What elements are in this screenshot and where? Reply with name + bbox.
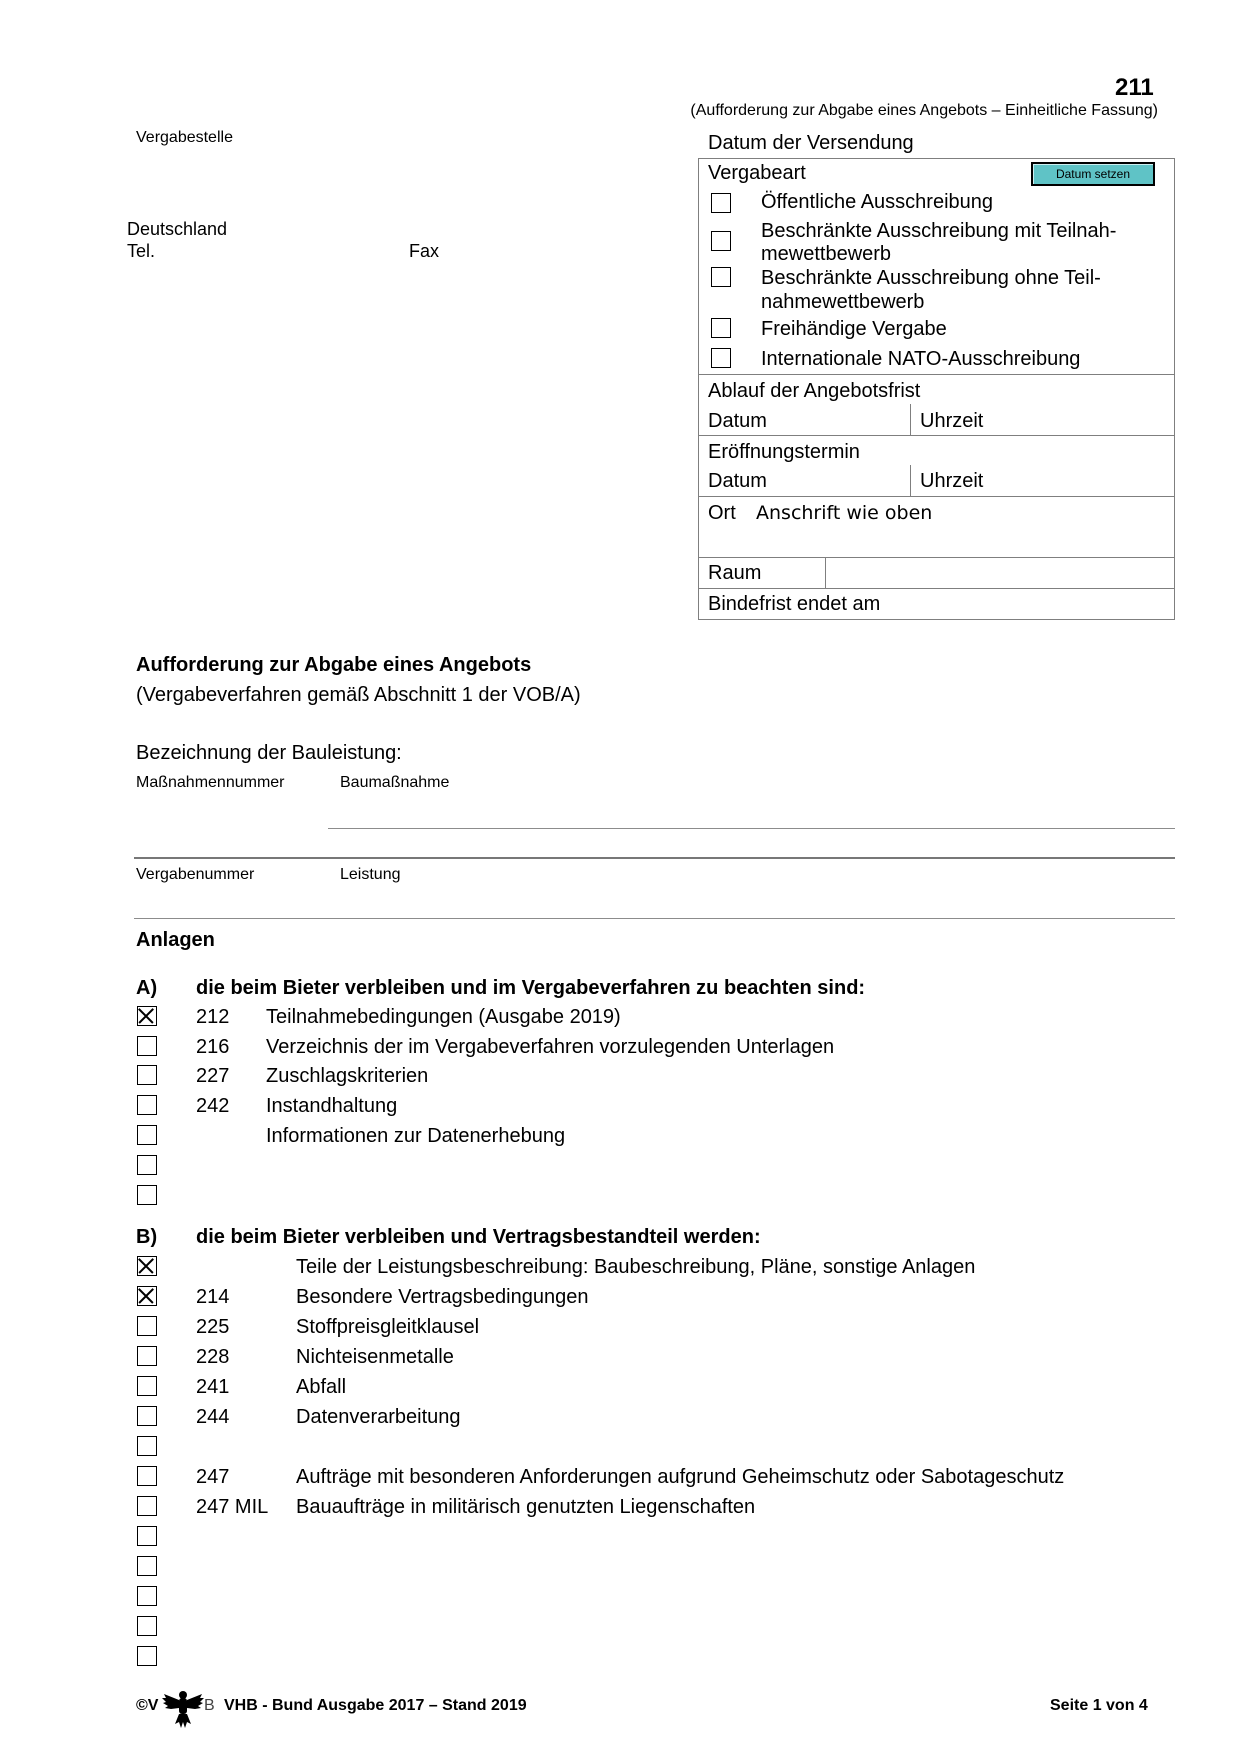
massnahmennummer-label: Maßnahmennummer [136, 774, 285, 791]
option-checkbox-beschraenkt-ohne[interactable] [711, 267, 731, 287]
datum-setzen-button[interactable]: Datum setzen [1031, 162, 1155, 186]
anlage-a-number: 216 [196, 1036, 230, 1058]
fax-label: Fax [409, 241, 440, 261]
anlage-a-checkbox[interactable] [137, 1006, 157, 1026]
anlage-a-text: Zuschlagskriterien [266, 1065, 429, 1087]
bezeichnung-label: Bezeichnung der Bauleistung: [136, 742, 402, 764]
country-label: Deutschland [127, 219, 228, 239]
divider [698, 588, 1175, 589]
section-a-heading: die beim Bieter verbleiben und im Vergabeverfahren zu beachten sind: [196, 977, 866, 999]
anlage-a-text: Verzeichnis der im Vergabeverfahren vorzulegenden Unterlagen [266, 1036, 835, 1058]
footer-edition: VHB - Bund Ausgabe 2017 – Stand 2019 [224, 1697, 527, 1714]
divider [698, 557, 1175, 558]
anlage-b-number: 214 [196, 1286, 230, 1308]
anlage-b-text: Aufträge mit besonderen Anforderungen aufgrund Geheimschutz oder Sabotageschutz [296, 1466, 1065, 1488]
anlage-b-text: Besondere Vertragsbedingungen [296, 1286, 589, 1308]
anlage-b-text: Abfall [296, 1376, 347, 1398]
anlage-b-text: Teile der Leistungsbeschreibung: Baubeschreibung, Pläne, sonstige Anlagen [296, 1256, 976, 1278]
eroeffnung-label: Eröffnungstermin [708, 441, 860, 463]
anlagen-heading: Anlagen [136, 929, 215, 951]
anlage-a-number: 227 [196, 1065, 230, 1087]
divider [698, 374, 1175, 375]
eroeffnung-datum-label: Datum [708, 470, 767, 492]
section-b-letter: B) [136, 1226, 158, 1248]
anlage-a-checkbox[interactable] [137, 1036, 157, 1056]
anlage-b-text: Datenverarbeitung [296, 1406, 461, 1428]
anlage-a-checkbox[interactable] [137, 1095, 157, 1115]
tel-label: Tel. [127, 241, 156, 261]
anlage-b-checkbox[interactable] [137, 1646, 157, 1666]
divider [698, 496, 1175, 497]
anlage-b-number: 244 [196, 1406, 230, 1428]
anlage-b-number: 241 [196, 1376, 230, 1398]
anlage-b-checkbox[interactable] [137, 1406, 157, 1426]
eroeffnung-uhrzeit-label: Uhrzeit [920, 470, 984, 492]
ort-label: Ort [708, 502, 736, 524]
form-subtitle: (Aufforderung zur Abgabe eines Angebots – Einheitliche Fassung) [690, 102, 1158, 119]
option-label-nato: Internationale NATO-Ausschreibung [761, 348, 1081, 370]
option-checkbox-beschraenkt-mit[interactable] [711, 231, 731, 251]
leistung-label: Leistung [340, 866, 401, 883]
option-label-beschraenkt-mit-2: mewettbewerb [761, 243, 892, 265]
baumassnahme-line [328, 828, 1175, 829]
anlage-a-text: Informationen zur Datenerhebung [266, 1125, 566, 1147]
bindefrist-label: Bindefrist endet am [708, 593, 881, 615]
page-subtitle: (Vergabeverfahren gemäß Abschnitt 1 der VOB/A) [136, 684, 581, 706]
anlage-a-number: 242 [196, 1095, 230, 1117]
ablauf-uhrzeit-label: Uhrzeit [920, 410, 984, 432]
anlage-b-checkbox[interactable] [137, 1586, 157, 1606]
option-label-freihaendig: Freihändige Vergabe [761, 318, 947, 340]
ablauf-label: Ablauf der Angebotsfrist [708, 380, 921, 402]
anlage-b-checkbox[interactable] [137, 1316, 157, 1336]
vergabestelle-label: Vergabestelle [136, 129, 233, 146]
anlage-a-text: Instandhaltung [266, 1095, 398, 1117]
footer-page-number: Seite 1 von 4 [1050, 1697, 1148, 1714]
ort-value: Anschrift wie oben [756, 502, 933, 524]
vergabeart-label: Vergabeart [708, 162, 806, 184]
raum-label: Raum [708, 562, 762, 584]
anlage-b-checkbox[interactable] [137, 1376, 157, 1396]
footer-b-letter: B [204, 1697, 215, 1714]
anlage-b-checkbox[interactable] [137, 1526, 157, 1546]
anlage-a-checkbox[interactable] [137, 1155, 157, 1175]
option-checkbox-freihaendig[interactable] [711, 318, 731, 338]
footer-copyright: ©V [136, 1697, 159, 1714]
anlage-b-checkbox[interactable] [137, 1496, 157, 1516]
anlage-b-checkbox[interactable] [137, 1256, 157, 1276]
anlage-a-checkbox[interactable] [137, 1065, 157, 1085]
form-number: 211 [1115, 74, 1154, 101]
anlage-b-number: 228 [196, 1346, 230, 1368]
anlage-b-number: 225 [196, 1316, 230, 1338]
divider [825, 557, 826, 588]
divider [910, 404, 911, 435]
divider [134, 918, 1175, 919]
baumassnahme-label: Baumaßnahme [340, 774, 450, 791]
section-a-letter: A) [136, 977, 158, 999]
anlage-a-checkbox[interactable] [137, 1185, 157, 1205]
anlage-b-text: Stoffpreisgleitklausel [296, 1316, 480, 1338]
anlage-b-checkbox[interactable] [137, 1436, 157, 1456]
federal-eagle-icon [160, 1686, 206, 1730]
option-label-beschraenkt-ohne-2: nahmewettbewerb [761, 291, 925, 313]
option-label-beschraenkt-ohne-1: Beschränkte Ausschreibung ohne Teil- [761, 267, 1101, 289]
anlage-b-checkbox[interactable] [137, 1556, 157, 1576]
divider [698, 435, 1175, 436]
versand-label: Datum der Versendung [708, 132, 914, 154]
section-b-heading: die beim Bieter verbleiben und Vertragsbestandteil werden: [196, 1226, 761, 1248]
anlage-b-checkbox[interactable] [137, 1466, 157, 1486]
divider [134, 857, 1175, 859]
anlage-b-checkbox[interactable] [137, 1346, 157, 1366]
anlage-a-text: Teilnahmebedingungen (Ausgabe 2019) [266, 1006, 621, 1028]
divider [910, 465, 911, 496]
anlage-a-checkbox[interactable] [137, 1125, 157, 1145]
option-label-beschraenkt-mit-1: Beschränkte Ausschreibung mit Teilnah- [761, 220, 1117, 242]
ablauf-datum-label: Datum [708, 410, 767, 432]
anlage-b-text: Nichteisenmetalle [296, 1346, 454, 1368]
anlage-b-number: 247 [196, 1466, 230, 1488]
anlage-b-text: Bauaufträge in militärisch genutzten Liegenschaften [296, 1496, 756, 1518]
option-checkbox-oeffentlich[interactable] [711, 193, 731, 213]
anlage-b-checkbox[interactable] [137, 1616, 157, 1636]
anlage-b-number: 247 MIL [196, 1496, 269, 1518]
option-label-oeffentlich: Öffentliche Ausschreibung [761, 191, 994, 213]
vergabenummer-label: Vergabenummer [136, 866, 255, 883]
option-checkbox-nato[interactable] [711, 348, 731, 368]
page-title: Aufforderung zur Abgabe eines Angebots [136, 654, 532, 676]
anlage-a-number: 212 [196, 1006, 230, 1028]
anlage-b-checkbox[interactable] [137, 1286, 157, 1306]
